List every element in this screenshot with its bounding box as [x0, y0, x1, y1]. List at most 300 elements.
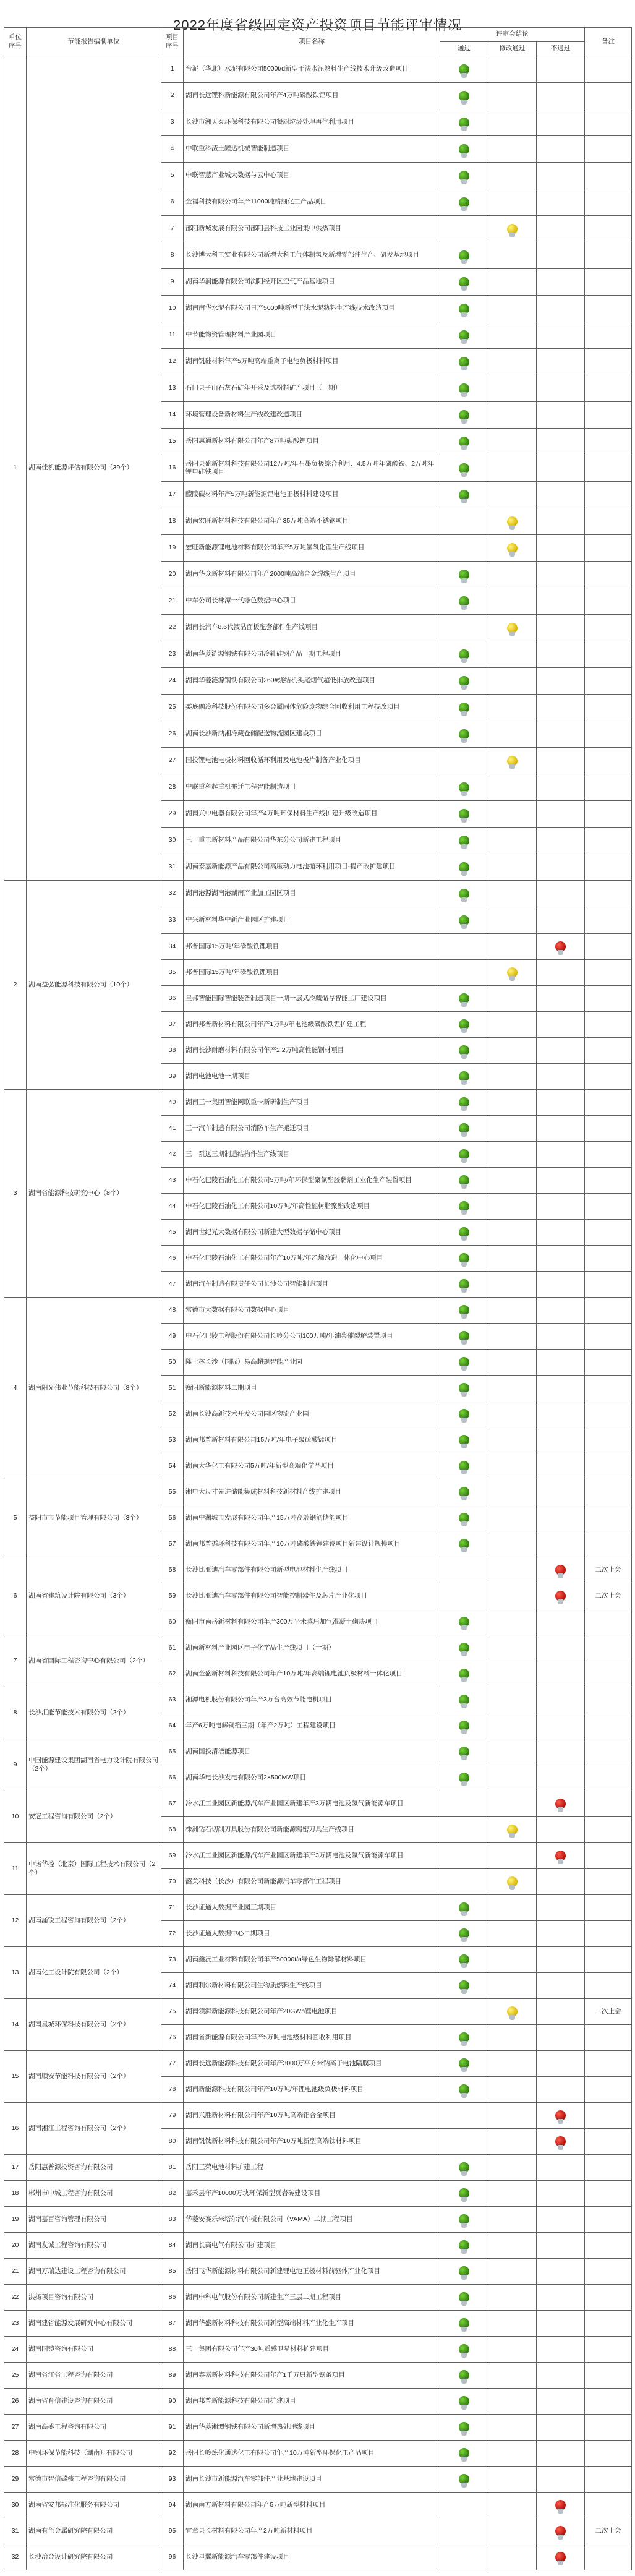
- unit-number: 17: [4, 2155, 27, 2181]
- table-row: [4, 2233, 632, 2259]
- project-name: 三一集团有限公司年产30吨遥感卫星材料扩建项目: [184, 2337, 440, 2363]
- result-fail-cell: [537, 349, 585, 375]
- result-mod-cell: [488, 1220, 537, 1246]
- remark-cell: [585, 854, 632, 881]
- result-mod-cell: [488, 535, 537, 562]
- unit-name: 湖南益弘能源科技有限公司（10个）: [27, 881, 161, 1090]
- result-mod-cell: [488, 960, 537, 986]
- project-number: 41: [161, 1116, 184, 1142]
- result-pass-cell: [440, 455, 488, 482]
- green-light-icon: [459, 197, 469, 208]
- remark-cell: [585, 588, 632, 615]
- result-fail-cell: [537, 1012, 585, 1038]
- project-number: 7: [161, 216, 184, 242]
- result-pass-cell: [440, 1142, 488, 1168]
- table-row: [4, 1843, 632, 1869]
- result-mod-cell: [488, 2363, 537, 2389]
- unit-name: 洪扬项目咨询有限公司: [27, 2285, 161, 2311]
- result-pass-cell: [440, 1947, 488, 1973]
- project-name: 湖南华众新材料有限公司年产2000吨高端合金焊线生产项目: [184, 562, 440, 588]
- result-mod-cell: [488, 1246, 537, 1272]
- table-row: [4, 1479, 632, 1505]
- green-light-icon: [459, 729, 469, 740]
- project-number: 61: [161, 1635, 184, 1661]
- result-fail-cell: [537, 508, 585, 535]
- result-mod-cell: [488, 562, 537, 588]
- result-fail-cell: [537, 1272, 585, 1298]
- project-number: 34: [161, 934, 184, 960]
- project-name: 宏旺新能源锂电池材料有限公司年产5万吨氢氧化锂生产线项目: [184, 535, 440, 562]
- project-name: 岳阳县盛新材料科技有限公司12万吨/年石墨负极综合利用、4.5万吨年磷酸铁、2万吨年锂电硅铁项目: [184, 455, 440, 482]
- remark-cell: [585, 2363, 632, 2389]
- project-name: 湖南世纪光大数据有限公司新建大型数据存储中心项目: [184, 1220, 440, 1246]
- remark-cell: [585, 2441, 632, 2467]
- project-name: 年产6万吨电解铜箔三期（年产2万吨）工程建设项目: [184, 1713, 440, 1739]
- green-light-icon: [459, 2370, 469, 2381]
- result-fail-cell: [537, 1116, 585, 1142]
- remark-cell: [585, 1220, 632, 1246]
- result-pass-cell: [440, 615, 488, 641]
- header-unit: 节能报告编制单位: [27, 28, 161, 56]
- result-mod-cell: [488, 1401, 537, 1427]
- remark-cell: [585, 2051, 632, 2077]
- project-number: 6: [161, 189, 184, 216]
- green-light-icon: [459, 1928, 469, 1939]
- result-pass-cell: [440, 322, 488, 349]
- project-number: 76: [161, 2025, 184, 2051]
- unit-name: 长沙汇能节能技术有限公司（2个）: [27, 1687, 161, 1739]
- unit-number: 26: [4, 2389, 27, 2415]
- result-fail-cell: [537, 1921, 585, 1947]
- project-number: 40: [161, 1090, 184, 1116]
- table-row: [4, 2207, 632, 2233]
- unit-number: 8: [4, 1687, 27, 1739]
- remark-cell: [585, 2311, 632, 2337]
- result-fail-cell: [537, 986, 585, 1012]
- project-name: 湖南省新能源有限公司年产5万吨电池级材料回收利用项目: [184, 2025, 440, 2051]
- green-light-icon: [459, 2396, 469, 2407]
- result-pass-cell: [440, 1272, 488, 1298]
- result-mod-cell: [488, 482, 537, 508]
- result-mod-cell: [488, 641, 537, 668]
- remark-cell: [585, 83, 632, 109]
- header-remark: 备注: [585, 28, 632, 56]
- project-number: 95: [161, 2518, 184, 2544]
- unit-name: 湖南佳机能源评估有限公司（39个）: [27, 56, 161, 881]
- result-pass-cell: [440, 1401, 488, 1427]
- remark-cell: [585, 774, 632, 801]
- result-mod-cell: [488, 1194, 537, 1220]
- result-fail-cell: [537, 1376, 585, 1401]
- remark-cell: [585, 2129, 632, 2155]
- result-pass-cell: [440, 2025, 488, 2051]
- remark-cell: [585, 1843, 632, 1869]
- green-light-icon: [459, 1487, 469, 1497]
- result-pass-cell: [440, 1583, 488, 1609]
- result-pass-cell: [440, 721, 488, 748]
- header-review: 评审会结论: [440, 28, 585, 42]
- result-pass-cell: [440, 1713, 488, 1739]
- remark-cell: [585, 2285, 632, 2311]
- project-name: 中车公司长株潭一代绿色数据中心项目: [184, 588, 440, 615]
- green-light-icon: [459, 1747, 469, 1757]
- yellow-light-icon: [507, 543, 518, 554]
- page-title: 2022年度省级固定资产投资项目节能评审情况: [173, 17, 462, 33]
- unit-name: 湖南有色金属研究院有限公司: [27, 2518, 161, 2544]
- unit-number: 23: [4, 2311, 27, 2337]
- result-pass-cell: [440, 1843, 488, 1869]
- result-pass-cell: [440, 1531, 488, 1557]
- remark-cell: [585, 1791, 632, 1817]
- result-mod-cell: [488, 2207, 537, 2233]
- project-name: 衡阳新能源材料二期项目: [184, 1376, 440, 1401]
- project-number: 11: [161, 322, 184, 349]
- result-fail-cell: [537, 1505, 585, 1531]
- table-row: [4, 1635, 632, 1661]
- project-name: 湖南长沙市新能源汽车零部件产业基地建设项目: [184, 2467, 440, 2493]
- remark-cell: [585, 1038, 632, 1064]
- project-number: 56: [161, 1505, 184, 1531]
- header-unit-no: 单位序号: [4, 28, 27, 56]
- project-number: 8: [161, 242, 184, 269]
- green-light-icon: [459, 1383, 469, 1393]
- result-mod-cell: [488, 375, 537, 402]
- project-number: 22: [161, 615, 184, 641]
- yellow-light-icon: [507, 1825, 518, 1835]
- project-name: 中石化巴陵石油化工有限公司年产10万吨/年乙烯改造一体化中心项目: [184, 1246, 440, 1272]
- header-fail: 不通过: [537, 42, 585, 56]
- result-mod-cell: [488, 1791, 537, 1817]
- project-name: 湖南南方新材料有限公司年产5万吨新型材料项目: [184, 2493, 440, 2518]
- green-light-icon: [459, 1695, 469, 1705]
- result-fail-cell: [537, 1557, 585, 1583]
- green-light-icon: [459, 383, 469, 394]
- remark-cell: [585, 2389, 632, 2415]
- project-name: 长沙证通大数据中心二期项目: [184, 1921, 440, 1947]
- unit-number: 3: [4, 1090, 27, 1298]
- green-light-icon: [459, 1123, 469, 1134]
- table-row: [4, 2389, 632, 2415]
- remark-cell: [585, 562, 632, 588]
- table-row: [4, 881, 632, 907]
- green-light-icon: [459, 330, 469, 341]
- project-number: 9: [161, 269, 184, 296]
- result-fail-cell: [537, 163, 585, 189]
- remark-cell: [585, 1246, 632, 1272]
- table-row: [4, 2467, 632, 2493]
- project-name: 华菱安赛乐米塔尔汽车板有限公司（VAMA）二期工程项目: [184, 2207, 440, 2233]
- result-fail-cell: [537, 881, 585, 907]
- result-pass-cell: [440, 429, 488, 455]
- green-light-icon: [459, 2188, 469, 2199]
- result-pass-cell: [440, 2441, 488, 2467]
- unit-name: 岳阳惠普源投资咨询有限公司: [27, 2155, 161, 2181]
- project-name: 三一泵送三期制造结构件生产线项目: [184, 1142, 440, 1168]
- project-name: 中兴新材料华中新产业园区扩建项目: [184, 907, 440, 934]
- result-fail-cell: [537, 907, 585, 934]
- project-number: 94: [161, 2493, 184, 2518]
- project-number: 21: [161, 588, 184, 615]
- result-mod-cell: [488, 83, 537, 109]
- green-light-icon: [459, 1643, 469, 1653]
- remark-cell: [585, 1350, 632, 1376]
- result-pass-cell: [440, 2103, 488, 2129]
- project-name: 湖南电池电池一期项目: [184, 1064, 440, 1090]
- result-mod-cell: [488, 1635, 537, 1661]
- result-mod-cell: [488, 986, 537, 1012]
- table-row: [4, 2259, 632, 2285]
- result-pass-cell: [440, 1116, 488, 1142]
- remark-cell: [585, 828, 632, 854]
- remark-cell: [585, 56, 632, 83]
- project-number: 38: [161, 1038, 184, 1064]
- header-project: 项目名称: [184, 28, 440, 56]
- result-pass-cell: [440, 2155, 488, 2181]
- project-number: 54: [161, 1453, 184, 1479]
- result-pass-cell: [440, 2077, 488, 2103]
- result-pass-cell: [440, 349, 488, 375]
- remark-cell: [585, 1817, 632, 1843]
- table-row: [4, 2363, 632, 2389]
- green-light-icon: [459, 118, 469, 128]
- unit-name: 湖南湘江工程咨询有限公司（2个）: [27, 2103, 161, 2155]
- unit-name: 湖南顺安节能科技有限公司（2个）: [27, 2051, 161, 2103]
- project-number: 77: [161, 2051, 184, 2077]
- project-name: 湖南华菱涟源钢铁有限公司260#烧结机头尾烟气超低排放改造项目: [184, 668, 440, 695]
- green-light-icon: [459, 1279, 469, 1290]
- remark-cell: [585, 960, 632, 986]
- result-pass-cell: [440, 907, 488, 934]
- project-number: 51: [161, 1376, 184, 1401]
- green-light-icon: [459, 1201, 469, 1212]
- table-row: [4, 2337, 632, 2363]
- result-pass-cell: [440, 801, 488, 828]
- result-mod-cell: [488, 1661, 537, 1687]
- green-light-icon: [459, 2448, 469, 2458]
- result-mod-cell: [488, 1817, 537, 1843]
- unit-number: 22: [4, 2285, 27, 2311]
- table-row: [4, 2441, 632, 2467]
- green-light-icon: [459, 250, 469, 261]
- project-number: 2: [161, 83, 184, 109]
- result-pass-cell: [440, 508, 488, 535]
- unit-number: 31: [4, 2518, 27, 2544]
- result-fail-cell: [537, 2025, 585, 2051]
- result-pass-cell: [440, 1739, 488, 1765]
- project-name: 湖南兴胜新材料有限公司年产10万吨高端铝合金项目: [184, 2103, 440, 2129]
- result-mod-cell: [488, 2181, 537, 2207]
- green-light-icon: [459, 1331, 469, 1341]
- project-name: 湖南新能源科技有限公司年产10万吨/年锂电池级负极材料项目: [184, 2077, 440, 2103]
- result-pass-cell: [440, 535, 488, 562]
- project-number: 18: [161, 508, 184, 535]
- result-pass-cell: [440, 1817, 488, 1843]
- project-name: 韶关科技（长沙）有限公司新能源汽车零部件工程项目: [184, 1869, 440, 1895]
- project-name: 湖南中科电气股份有限公司新建生产三层二期工程项目: [184, 2285, 440, 2311]
- result-mod-cell: [488, 695, 537, 721]
- result-mod-cell: [488, 2518, 537, 2544]
- remark-cell: [585, 1609, 632, 1635]
- result-mod-cell: [488, 1739, 537, 1765]
- unit-number: 24: [4, 2337, 27, 2363]
- result-fail-cell: [537, 1194, 585, 1220]
- project-name: 台泥（华北）水泥有限公司5000t/d新型干法水泥熟料生产线技术升级改造项目: [184, 56, 440, 83]
- remark-cell: [585, 2077, 632, 2103]
- project-number: 80: [161, 2129, 184, 2155]
- result-pass-cell: [440, 1479, 488, 1505]
- result-pass-cell: [440, 1324, 488, 1350]
- project-name: 三一汽车制造有限公司消防车生产搬迁项目: [184, 1116, 440, 1142]
- project-number: 66: [161, 1765, 184, 1791]
- project-number: 55: [161, 1479, 184, 1505]
- result-mod-cell: [488, 1038, 537, 1064]
- unit-number: 19: [4, 2207, 27, 2233]
- result-pass-cell: [440, 854, 488, 881]
- project-name: 湖南邦普新材料有限公司年产1万吨/年电池级磷酸铁锂扩建工程: [184, 1012, 440, 1038]
- project-name: 中联重科渣土罐达机械智能制造项目: [184, 136, 440, 163]
- remark-cell: [585, 535, 632, 562]
- project-name: 三一重工新材料产品有限公司华东分公司新建工程项目: [184, 828, 440, 854]
- project-number: 39: [161, 1064, 184, 1090]
- green-light-icon: [459, 862, 469, 873]
- remark-cell: [585, 482, 632, 508]
- remark-cell: [585, 2155, 632, 2181]
- table-row: [4, 2103, 632, 2129]
- result-mod-cell: [488, 828, 537, 854]
- result-pass-cell: [440, 986, 488, 1012]
- result-mod-cell: [488, 1090, 537, 1116]
- project-number: 17: [161, 482, 184, 508]
- result-fail-cell: [537, 2051, 585, 2077]
- project-name: 湖南国投清洁能源项目: [184, 1739, 440, 1765]
- project-name: 湖南华盛新材料科技有限公司新型高端材料产业化生产项目: [184, 2311, 440, 2337]
- green-light-icon: [459, 1409, 469, 1419]
- table-row: [4, 2518, 632, 2544]
- project-number: 42: [161, 1142, 184, 1168]
- result-fail-cell: [537, 588, 585, 615]
- remark-cell: [585, 402, 632, 429]
- project-number: 32: [161, 881, 184, 907]
- project-name: 冷水江工业园区新能源汽车产业园区新建年产3万辆电池及氢气新能源车项目: [184, 1791, 440, 1817]
- remark-cell: [585, 269, 632, 296]
- green-light-icon: [459, 171, 469, 181]
- result-mod-cell: [488, 216, 537, 242]
- green-light-icon: [459, 596, 469, 607]
- project-number: 24: [161, 668, 184, 695]
- green-light-icon: [459, 2266, 469, 2277]
- project-number: 72: [161, 1921, 184, 1947]
- result-pass-cell: [440, 881, 488, 907]
- yellow-light-icon: [507, 967, 518, 978]
- result-fail-cell: [537, 2337, 585, 2363]
- remark-cell: [585, 801, 632, 828]
- project-name: 湖南新材料产业园区电子化学品生产线项目（一期）: [184, 1635, 440, 1661]
- remark-cell: [585, 641, 632, 668]
- result-mod-cell: [488, 934, 537, 960]
- project-name: 岳阳飞华新能源材料有限公司新建锂电池正极材料前驱体产业化项目: [184, 2259, 440, 2285]
- result-mod-cell: [488, 1557, 537, 1583]
- result-fail-cell: [537, 83, 585, 109]
- remark-cell: [585, 2207, 632, 2233]
- result-mod-cell: [488, 1765, 537, 1791]
- remark-cell: [585, 109, 632, 136]
- remark-cell: [585, 695, 632, 721]
- result-fail-cell: [537, 748, 585, 774]
- result-mod-cell: [488, 1687, 537, 1713]
- result-fail-cell: [537, 2311, 585, 2337]
- result-pass-cell: [440, 1921, 488, 1947]
- unit-number: 15: [4, 2051, 27, 2103]
- project-name: 岳阳三荣电池材料扩建工程: [184, 2155, 440, 2181]
- project-name: 长沙星翼新能源汽车零部件建设项目: [184, 2544, 440, 2570]
- green-light-icon: [459, 277, 469, 288]
- result-pass-cell: [440, 668, 488, 695]
- unit-name: 中国能源建设集团湖南省电力设计院有限公司（2个）: [27, 1739, 161, 1791]
- result-mod-cell: [488, 854, 537, 881]
- green-light-icon: [459, 490, 469, 500]
- result-fail-cell: [537, 375, 585, 402]
- result-mod-cell: [488, 2544, 537, 2570]
- result-pass-cell: [440, 1168, 488, 1194]
- project-number: 96: [161, 2544, 184, 2570]
- green-light-icon: [459, 2084, 469, 2095]
- remark-cell: [585, 1739, 632, 1765]
- project-number: 46: [161, 1246, 184, 1272]
- project-number: 75: [161, 1999, 184, 2025]
- green-light-icon: [459, 703, 469, 713]
- project-number: 81: [161, 2155, 184, 2181]
- result-mod-cell: [488, 1168, 537, 1194]
- project-number: 57: [161, 1531, 184, 1557]
- result-pass-cell: [440, 2285, 488, 2311]
- table-row: [4, 1557, 632, 1583]
- project-number: 1: [161, 56, 184, 83]
- result-pass-cell: [440, 1194, 488, 1220]
- result-pass-cell: [440, 2259, 488, 2285]
- yellow-light-icon: [507, 623, 518, 633]
- project-name: 湖南港源湖南港湖南产业加工园区项目: [184, 881, 440, 907]
- result-mod-cell: [488, 322, 537, 349]
- unit-number: 9: [4, 1739, 27, 1791]
- project-number: 92: [161, 2441, 184, 2467]
- green-light-icon: [459, 836, 469, 846]
- result-mod-cell: [488, 2467, 537, 2493]
- result-mod-cell: [488, 163, 537, 189]
- result-pass-cell: [440, 2207, 488, 2233]
- result-mod-cell: [488, 1142, 537, 1168]
- remark-cell: [585, 1531, 632, 1557]
- unit-name: 湖南省建筑设计院有限公司（3个）: [27, 1557, 161, 1635]
- unit-number: 10: [4, 1791, 27, 1843]
- project-number: 47: [161, 1272, 184, 1298]
- result-fail-cell: [537, 1090, 585, 1116]
- result-pass-cell: [440, 1999, 488, 2025]
- project-name: 隆土林长沙（国际）易高超规智能产业园: [184, 1350, 440, 1376]
- result-pass-cell: [440, 2233, 488, 2259]
- result-pass-cell: [440, 242, 488, 269]
- project-name: 湖南华菱湘潭钢铁有限公司新增热处理线项目: [184, 2415, 440, 2441]
- project-number: 71: [161, 1895, 184, 1921]
- remark-cell: [585, 1661, 632, 1687]
- result-fail-cell: [537, 1246, 585, 1272]
- remark-cell: [585, 2103, 632, 2129]
- red-light-icon: [555, 1565, 566, 1575]
- result-fail-cell: [537, 695, 585, 721]
- yellow-light-icon: [507, 756, 518, 766]
- project-number: 74: [161, 1973, 184, 1999]
- project-number: 27: [161, 748, 184, 774]
- project-name: 湖南华润能源有限公司浏阳经开区空气产品基地项目: [184, 269, 440, 296]
